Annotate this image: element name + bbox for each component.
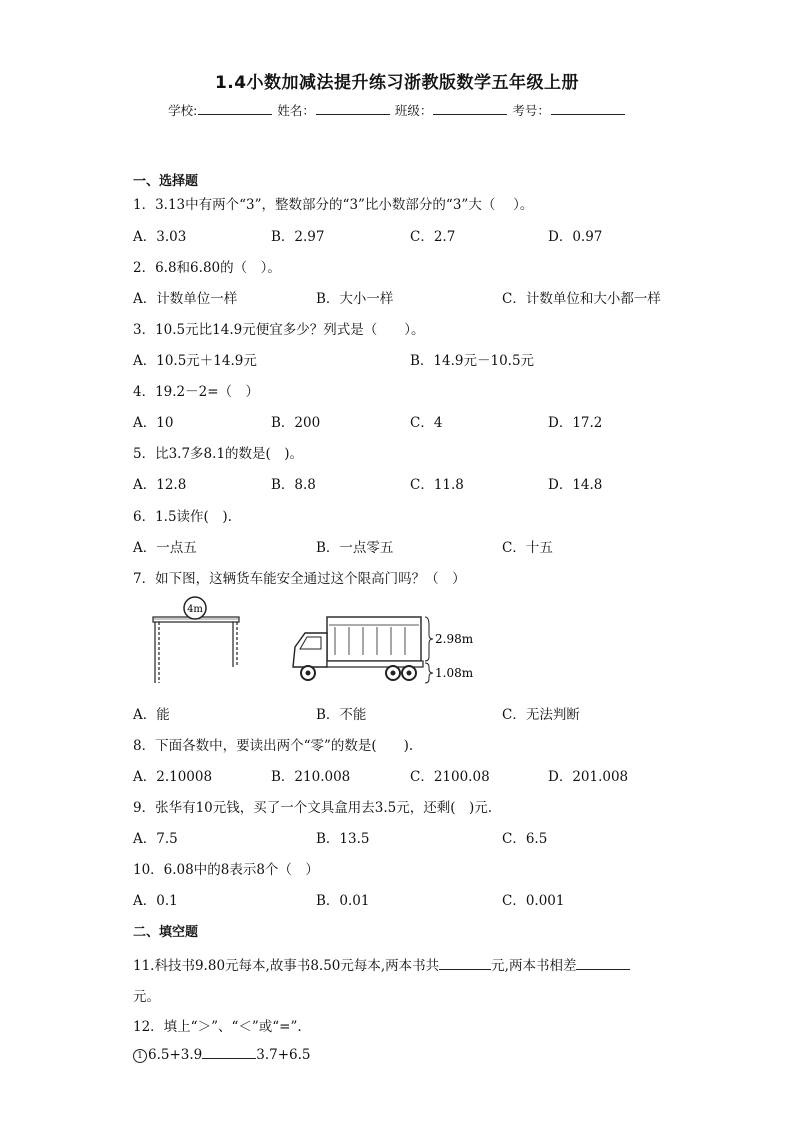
q8-option-c[interactable]: C．2100.08	[410, 769, 490, 785]
q1-option-d[interactable]: D．0.97	[548, 229, 603, 245]
class-label: 班级：	[394, 103, 433, 118]
q8-option-d[interactable]: D．201.008	[548, 769, 629, 785]
q6-option-a[interactable]: A．一点五	[133, 540, 197, 556]
q2-option-b[interactable]: B．大小一样	[316, 291, 394, 307]
exam-no-label: 考号：	[512, 103, 550, 118]
question-9: 9．张华有10元钱，买了一个文具盒用去3.5元，还剩( )元.	[133, 800, 493, 816]
q7-option-a[interactable]: A．能	[133, 707, 170, 723]
q4-option-d[interactable]: D．17.2	[548, 415, 603, 431]
exam-no-blank[interactable]	[551, 102, 625, 115]
q11-text-2: 元,两本书相差	[491, 958, 577, 974]
q11-blank-total[interactable]	[439, 957, 491, 970]
question-11	[133, 954, 630, 974]
question-3: 3．10.5元比14.9元便宜多少？列式是（ ）。	[133, 322, 425, 338]
q6-option-b[interactable]: B．一点零五	[316, 540, 394, 556]
q7-option-b[interactable]: B．不能	[316, 707, 367, 723]
class-blank[interactable]	[433, 102, 507, 115]
q10-option-c[interactable]: C．0.001	[502, 893, 565, 909]
height-limit-gate	[153, 597, 239, 683]
q11-text-1: 11.科技书9.80元每本,故事书8.50元每本,两本书共	[133, 958, 440, 974]
height-limit-figure	[145, 595, 485, 695]
height-sign-label: 4m	[187, 604, 203, 615]
q1-option-c[interactable]: C．2.7	[410, 229, 456, 245]
name-label: 姓名：	[277, 103, 315, 118]
q4-option-c[interactable]: C．4	[410, 415, 443, 431]
q1-option-b[interactable]: B．2.97	[271, 229, 325, 245]
page-title: 1.4小数加减法提升练习浙教版数学五年级上册	[214, 73, 580, 93]
circled-one-icon: 1	[133, 1049, 147, 1063]
q5-option-c[interactable]: C．11.8	[410, 477, 464, 493]
cargo-height-label: 2.98m	[435, 632, 474, 646]
q12-item-1	[133, 1046, 311, 1063]
q10-option-b[interactable]: B．0.01	[316, 893, 370, 909]
question-2: 2．6.8和6.80的（ ）。	[133, 260, 281, 276]
q8-option-b[interactable]: B．210.008	[271, 769, 351, 785]
q11-blank-difference[interactable]	[576, 957, 630, 970]
question-5: 5．比3.7多8.1的数是( )。	[133, 446, 304, 462]
question-8: 8．下面各数中，要读出两个“零”的数是( ).	[133, 738, 414, 754]
school-label: 学校:	[168, 103, 198, 118]
q9-option-a[interactable]: A．7.5	[133, 831, 178, 847]
q3-option-b[interactable]: B．14.9元－10.5元	[410, 353, 535, 369]
question-4: 4．19.2－2=（ ）	[133, 384, 260, 400]
q12-item-1-blank[interactable]	[202, 1046, 256, 1059]
question-6: 6．1.5读作( ).	[133, 509, 232, 525]
q4-option-a[interactable]: A．10	[133, 415, 174, 431]
school-blank[interactable]	[198, 102, 272, 115]
q12-item-1-left: 6.5+3.9	[148, 1047, 203, 1063]
question-7: 7．如下图，这辆货车能安全通过这个限高门吗？（ ）	[133, 571, 466, 587]
q4-option-b[interactable]: B．200	[271, 415, 321, 431]
q12-item-1-right: 3.7+6.5	[256, 1047, 311, 1063]
q6-option-c[interactable]: C．十五	[502, 540, 553, 556]
q5-option-b[interactable]: B．8.8	[271, 477, 316, 493]
section-fill-heading: 二、填空题	[133, 925, 199, 940]
question-12: 12．填上“＞”、“＜”或“=”.	[133, 1019, 302, 1035]
question-1: 1．3.13中有两个“3”，整数部分的“3”比小数部分的“3”大（ ）。	[133, 197, 534, 213]
q9-option-c[interactable]: C．6.5	[502, 831, 548, 847]
truck-icon	[293, 617, 423, 680]
q10-option-a[interactable]: A．0.1	[133, 893, 178, 909]
q8-option-a[interactable]: A．2.10008	[133, 769, 213, 785]
q2-option-a[interactable]: A．计数单位一样	[133, 291, 238, 307]
q2-option-c[interactable]: C．计数单位和大小都一样	[502, 291, 661, 307]
section-choice-heading: 一、选择题	[133, 174, 199, 189]
question-11-cont: 元。	[133, 989, 160, 1005]
q7-option-c[interactable]: C．无法判断	[502, 707, 580, 723]
student-info-line	[0, 101, 794, 119]
name-blank[interactable]	[316, 102, 390, 115]
q5-option-d[interactable]: D．14.8	[548, 477, 603, 493]
question-10: 10．6.08中的8表示8个（ ）	[133, 862, 319, 878]
wheel-height-label: 1.08m	[435, 666, 474, 680]
q1-option-a[interactable]: A．3.03	[133, 229, 187, 245]
q3-option-a[interactable]: A．10.5元＋14.9元	[133, 353, 257, 369]
q5-option-a[interactable]: A．12.8	[133, 477, 187, 493]
q9-option-b[interactable]: B．13.5	[316, 831, 370, 847]
